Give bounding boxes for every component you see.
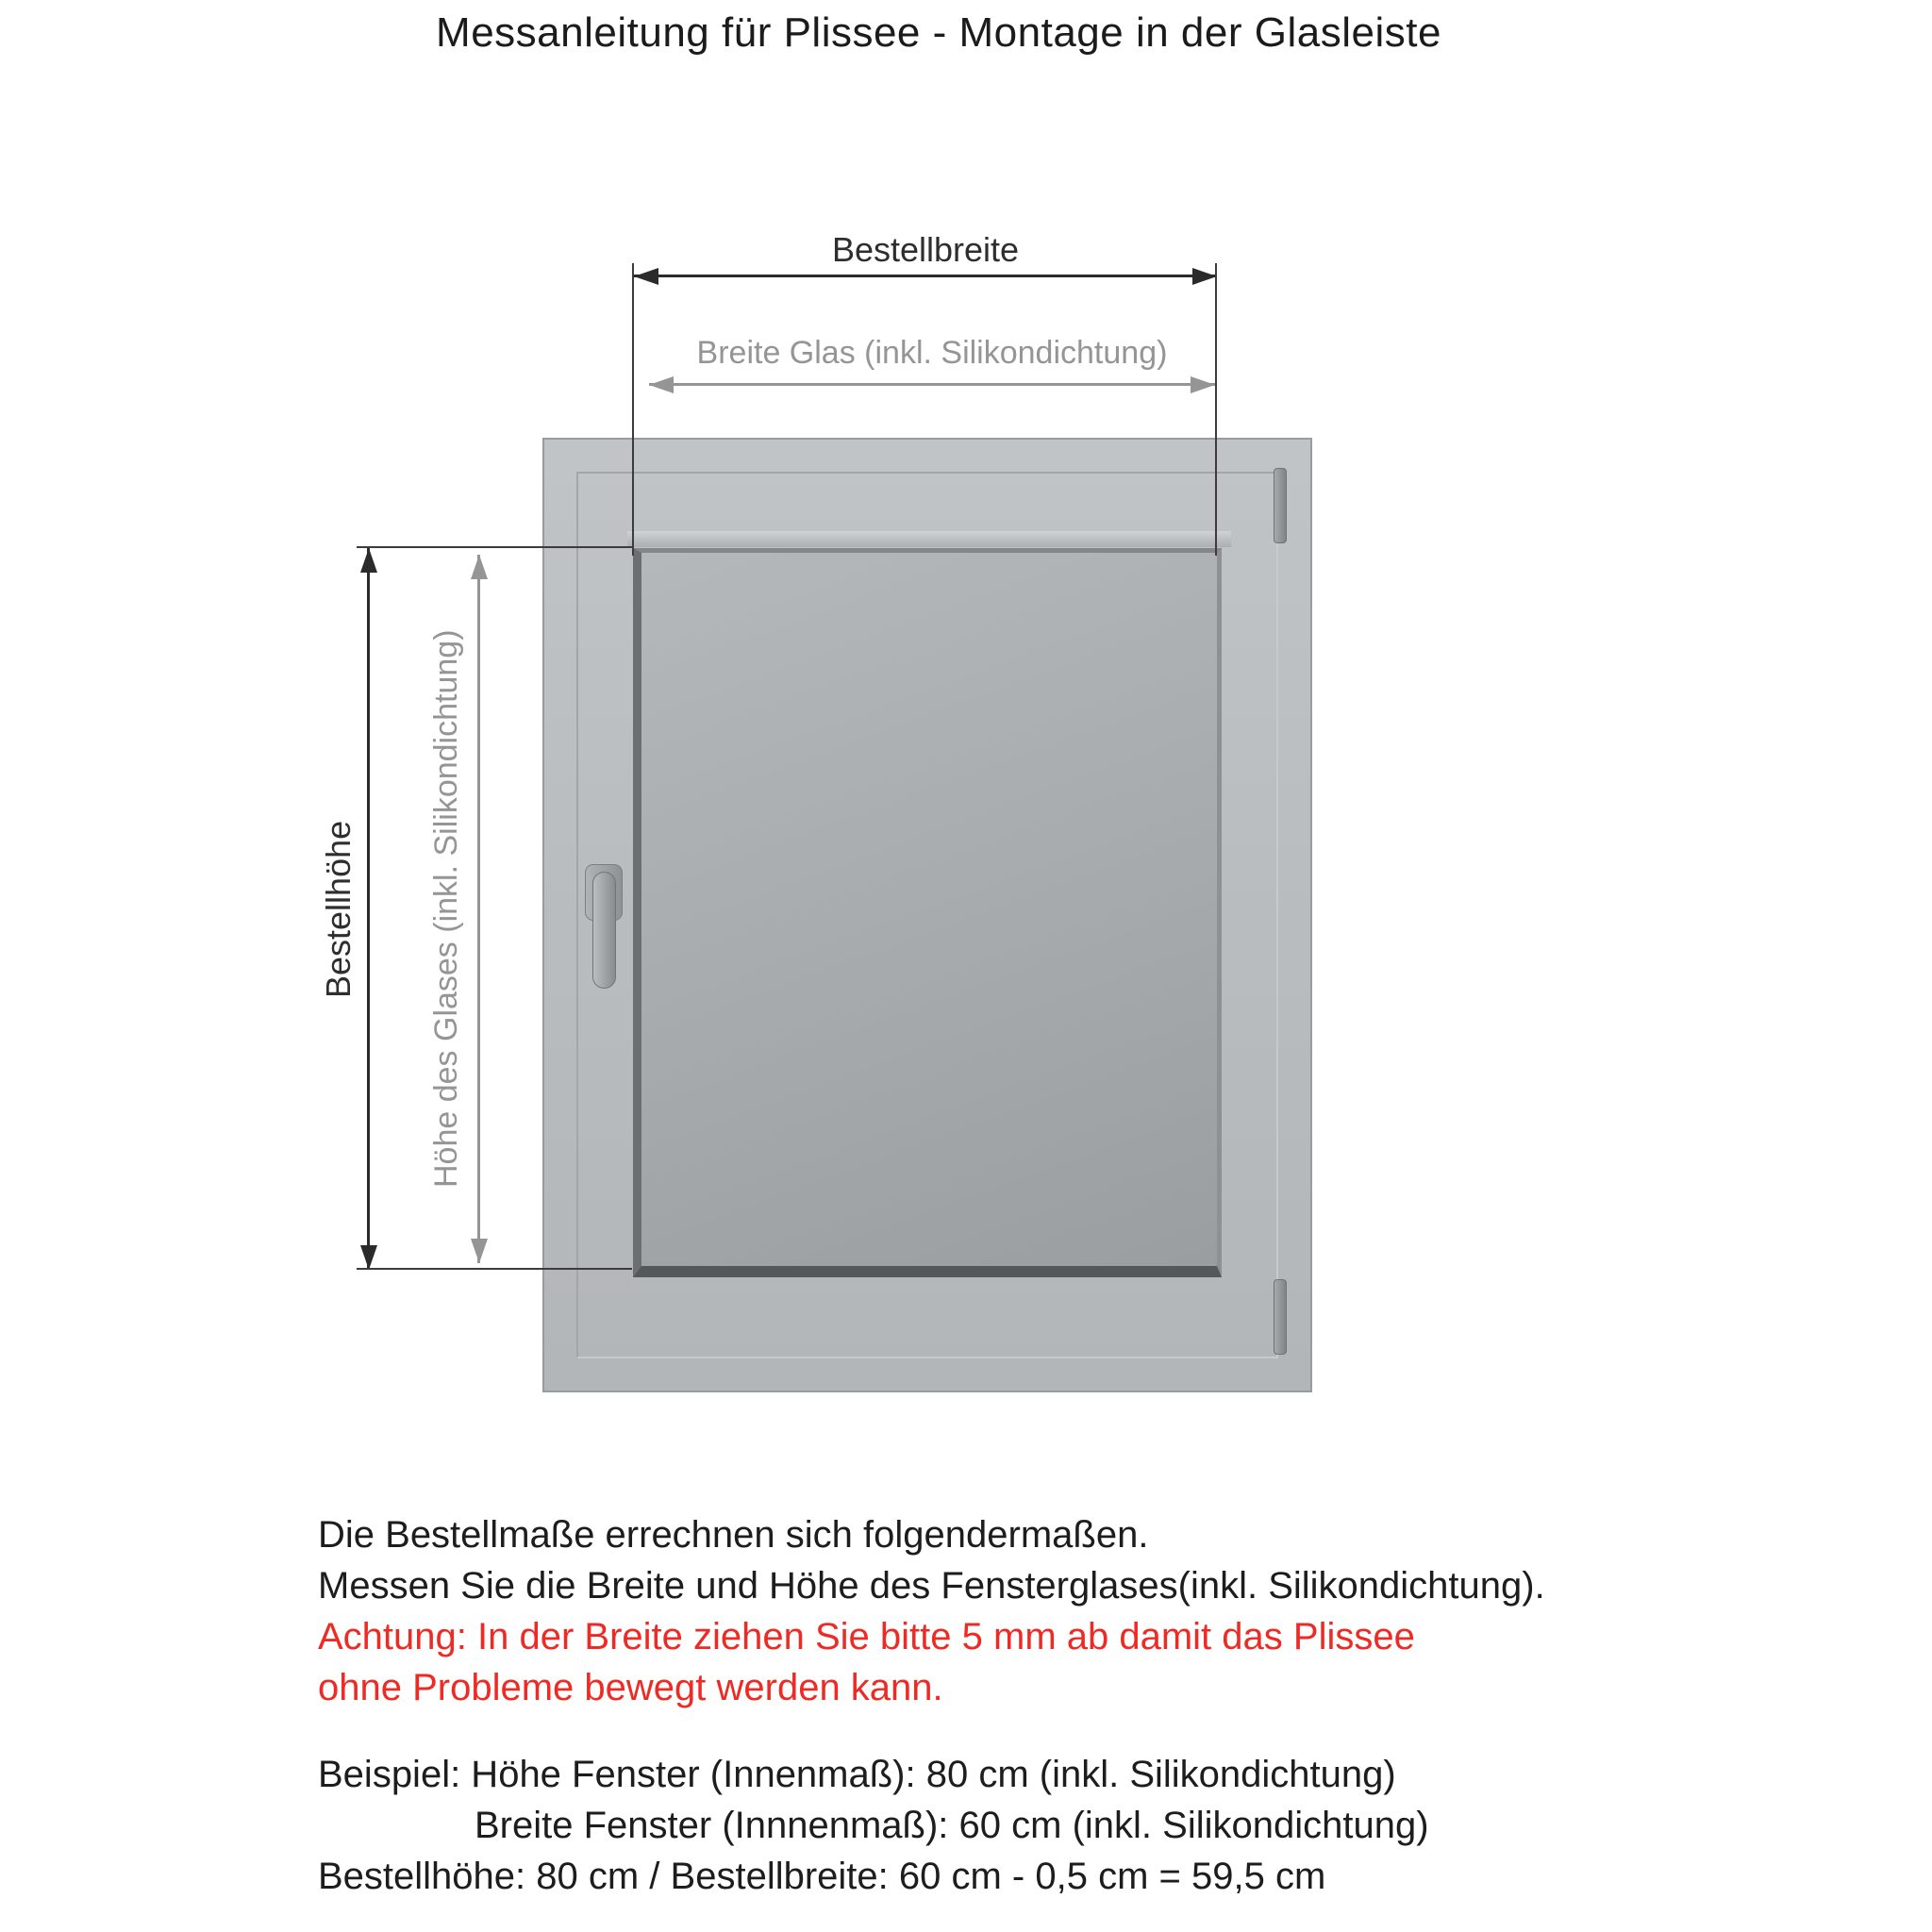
order-height-arrow bbox=[367, 548, 370, 1270]
glass-height-label: Höhe des Glases (inkl. Silikondichtung) bbox=[428, 629, 464, 1189]
extension-line-left bbox=[632, 263, 634, 556]
window-frame bbox=[542, 438, 1312, 1392]
page-title: Messanleitung für Plissee - Montage in der Glasleiste bbox=[436, 9, 1441, 56]
window-hinge-bottom bbox=[1274, 1279, 1287, 1355]
window-glass bbox=[633, 548, 1222, 1277]
glazing-bead bbox=[627, 531, 1231, 547]
window-handle bbox=[592, 872, 616, 989]
order-width-arrow bbox=[634, 275, 1217, 277]
order-width-label: Bestellbreite bbox=[831, 230, 1020, 269]
extension-line-top bbox=[357, 546, 632, 548]
glass-height-arrow bbox=[477, 555, 480, 1263]
glass-width-arrow bbox=[649, 383, 1215, 386]
extension-line-bottom bbox=[357, 1268, 632, 1270]
warning-line: ohne Probleme bewegt werden kann. bbox=[318, 1667, 943, 1708]
instructions-block bbox=[318, 1509, 1790, 1902]
glass-width-label: Breite Glas (inkl. Silikondichtung) bbox=[696, 335, 1168, 371]
example-line: Beispiel: Höhe Fenster (Innenmaß): 80 cm (inkl. Silikondichtung) bbox=[318, 1754, 1396, 1795]
example-line: Breite Fenster (Innnenmaß): 60 cm (inkl. Silikondichtung) bbox=[475, 1805, 1429, 1846]
example-line: Bestellhöhe: 80 cm / Bestellbreite: 60 cm - 0,5 cm = 59,5 cm bbox=[318, 1856, 1326, 1897]
warning-line: Achtung: In der Breite ziehen Sie bitte 5 mm ab damit das Plissee bbox=[318, 1616, 1415, 1657]
window-hinge-top bbox=[1274, 468, 1287, 543]
calc-instruction-line: Messen Sie die Breite und Höhe des Fensterglases(inkl. Silikondichtung). bbox=[318, 1565, 1545, 1607]
calc-instruction-line: Die Bestellmaße errechnen sich folgendermaßen. bbox=[318, 1514, 1149, 1556]
extension-line-right bbox=[1215, 263, 1217, 556]
order-height-label: Bestellhöhe bbox=[319, 820, 358, 998]
